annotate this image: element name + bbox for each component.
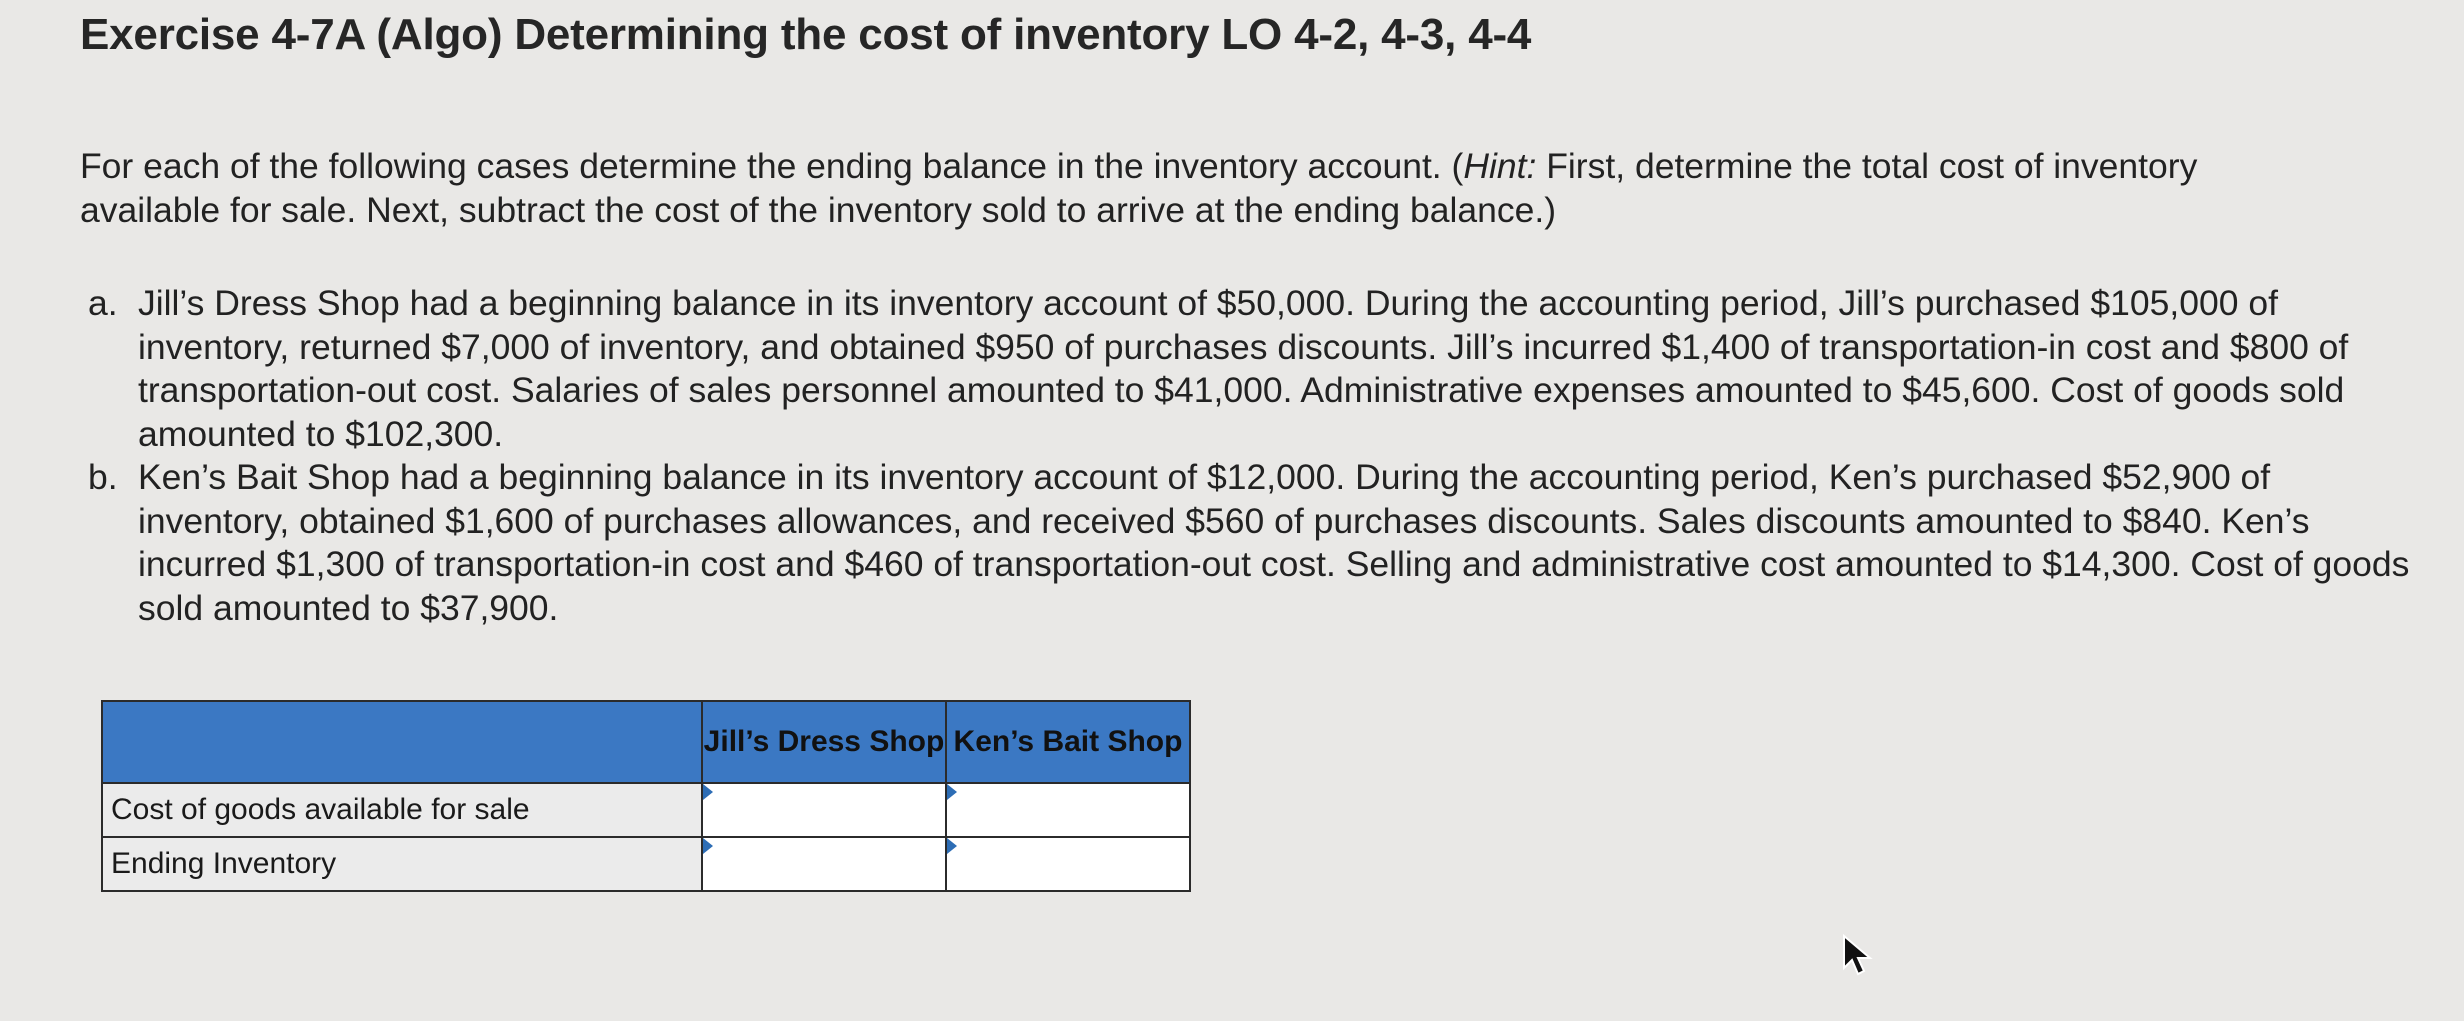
- case-text: Ken’s Bait Shop had a beginning balance in its inventory account of $12,000. During the accounting period, Ken’s purchased $52,900 of inventory, obtained $1,600 of purchases allowances, and received $560 of purchases discounts. Sales discounts amounted to $840. Ken’s incurred $1,300 of transportation-in cost and $460 of transportation-out cost. Selling and administrative cost amounted to $14,300. Cost of goods sold amounted to $37,900.: [138, 457, 2410, 628]
- table-header-row: [102, 701, 1190, 783]
- mouse-pointer-icon: [1840, 934, 1880, 978]
- case-item-a: [80, 282, 2410, 456]
- answer-input-ken-cost-of-goods-available[interactable]: [947, 784, 1189, 836]
- case-marker: b.: [88, 457, 118, 497]
- case-list: [80, 282, 2410, 630]
- corner-header-cell: [102, 701, 702, 783]
- answer-cell-ken-cogas: [946, 783, 1190, 837]
- row-label-ending-inventory: Ending Inventory: [102, 837, 702, 891]
- table-row-ending-inventory: [102, 837, 1190, 891]
- answer-input-jill-cost-of-goods-available[interactable]: [703, 784, 945, 836]
- hint-label: Hint:: [1463, 146, 1537, 186]
- answer-cell-jill-cogas: [702, 783, 946, 837]
- case-item-b: [80, 456, 2410, 630]
- row-label-cost-of-goods-available: Cost of goods available for sale: [102, 783, 702, 837]
- input-flag-icon: [703, 838, 713, 854]
- exercise-title: Exercise 4-7A (Algo) Determining the cost of inventory LO 4-2, 4-3, 4-4: [80, 10, 1532, 59]
- case-marker: a.: [88, 283, 118, 323]
- table-row-cost-of-goods-available: [102, 783, 1190, 837]
- answer-input-jill-ending-inventory[interactable]: [703, 838, 945, 890]
- answer-table: [101, 700, 1191, 892]
- instructions-paragraph: [80, 144, 2320, 232]
- input-flag-icon: [703, 784, 713, 800]
- column-header-jills-dress-shop: Jill’s Dress Shop: [702, 701, 946, 783]
- answer-input-ken-ending-inventory[interactable]: [947, 838, 1189, 890]
- answer-cell-jill-ending: [702, 837, 946, 891]
- answer-cell-ken-ending: [946, 837, 1190, 891]
- instructions-lead: For each of the following cases determine the ending balance in the inventory account. (: [80, 146, 1464, 186]
- input-flag-icon: [947, 784, 957, 800]
- column-header-kens-bait-shop: Ken’s Bait Shop: [946, 701, 1190, 783]
- input-flag-icon: [947, 838, 957, 854]
- case-text: Jill’s Dress Shop had a beginning balance in its inventory account of $50,000. During the accounting period, Jill’s purchased $105,000 of inventory, returned $7,000 of inventory, and obtained $950 of purchases discounts. Jill’s incurred $1,400 of transportation-in cost and $800 of transportation-out cost. Salaries of sales personnel amounted to $41,000. Administrative expenses amounted to $45,600. Cost of goods sold amounted to $102,300.: [138, 283, 2349, 454]
- instructions-tail: First, determine the total cost of inventory available for sale. Next, subtract the cost of the inventory sold to arrive at the ending balance.): [80, 146, 2198, 230]
